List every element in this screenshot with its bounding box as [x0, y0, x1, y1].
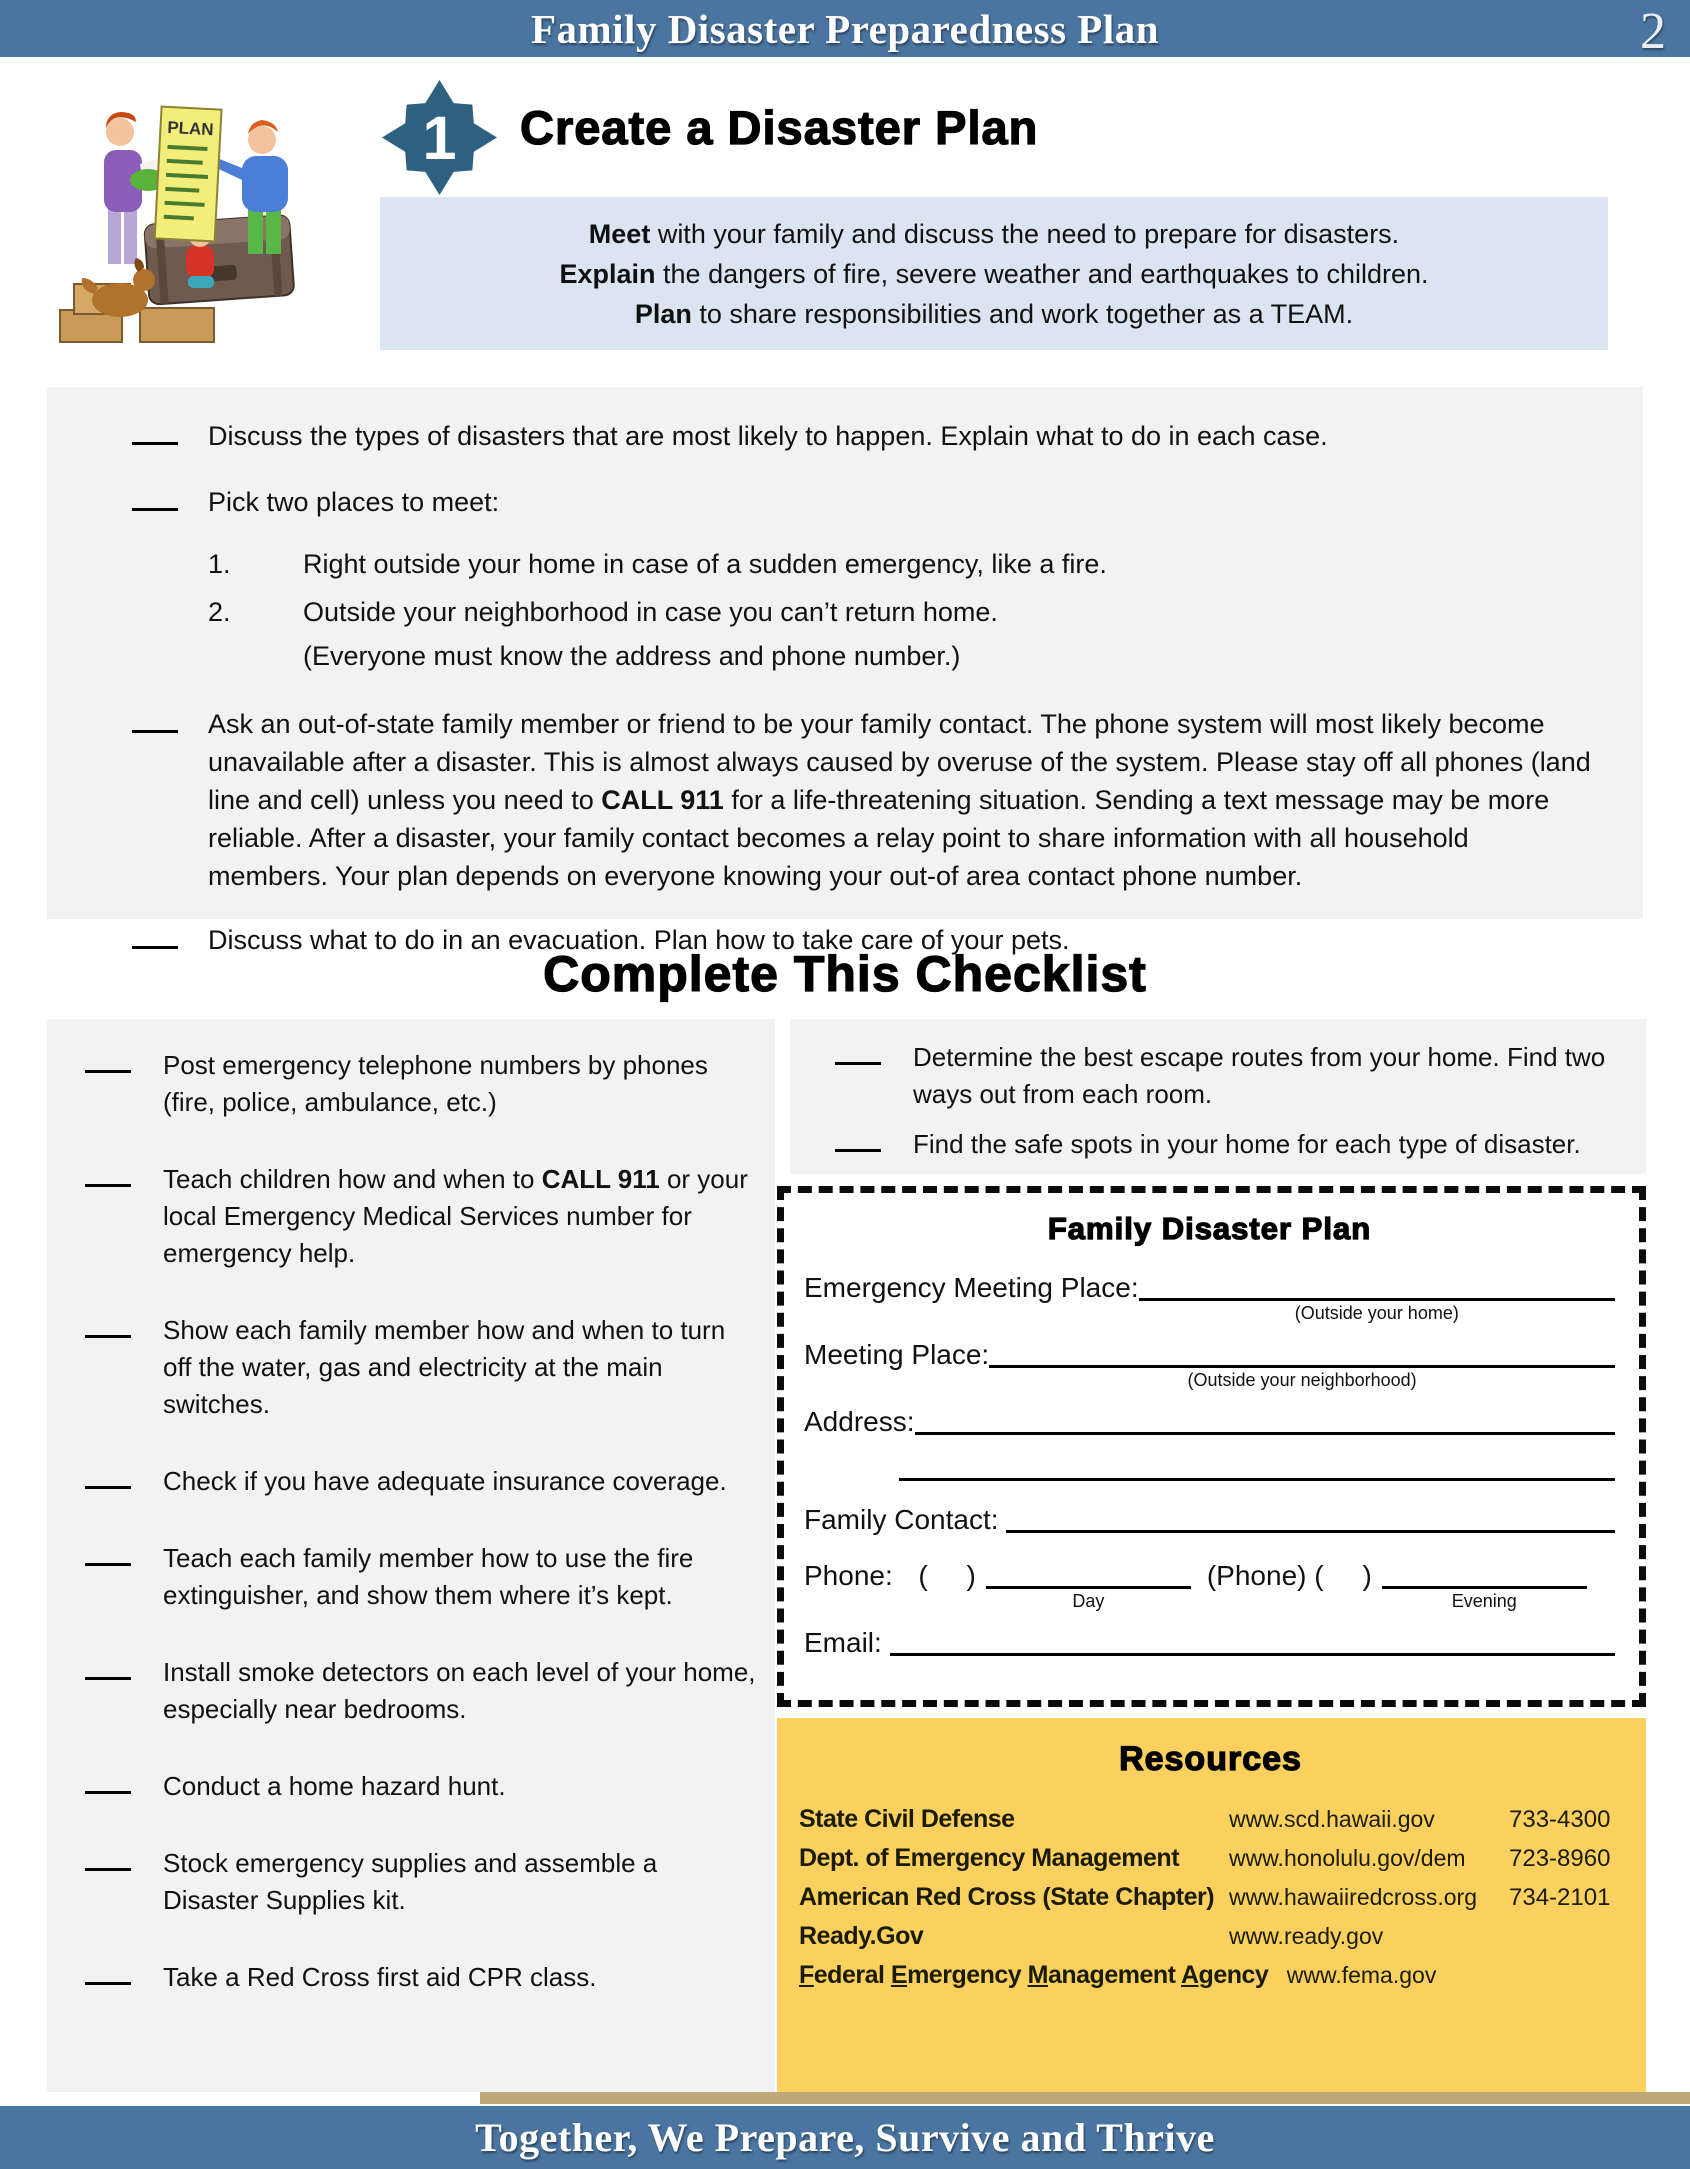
task-row-3: [132, 705, 1593, 895]
check-blank[interactable]: [85, 1790, 131, 1794]
resource-name-initial: M: [1027, 1961, 1048, 1989]
checklist-item-text: Check if you have adequate insurance coverage.: [163, 1466, 727, 1496]
resource-name-initial: E: [890, 1961, 908, 1989]
check-blank[interactable]: [132, 507, 178, 511]
address-input-line[interactable]: [915, 1405, 1616, 1435]
checklist-item: [85, 1845, 757, 1919]
checklist-item: [85, 1768, 757, 1805]
check-blank[interactable]: [85, 1676, 131, 1680]
checklist-item: [85, 1654, 757, 1728]
checklist-item: [85, 1959, 757, 1996]
check-blank[interactable]: [132, 441, 178, 445]
step-intro-box: [380, 197, 1608, 350]
checklist-item: [835, 1039, 1632, 1113]
resource-link[interactable]: www.scd.hawaii.gov: [1229, 1806, 1435, 1832]
resource-row: [799, 1844, 1622, 1873]
address-input-line-2[interactable]: [899, 1451, 1615, 1481]
field-caption: (Outside your neighborhood): [1187, 1370, 1417, 1390]
resource-row: [799, 1805, 1622, 1834]
form-field-phone: [804, 1559, 1615, 1612]
resource-link[interactable]: www.ready.gov: [1229, 1923, 1384, 1949]
checklist-item-text: Conduct a home hazard hunt.: [163, 1771, 506, 1801]
check-blank[interactable]: [85, 1981, 131, 1985]
page-number: 2: [1640, 3, 1666, 60]
form-field-emergency-meeting-place: [804, 1271, 1615, 1324]
checklist-item: [85, 1312, 757, 1423]
plan-sheet: [155, 107, 222, 242]
check-blank[interactable]: [85, 1183, 131, 1187]
task-text-3-post: for a life-threatening situation. Sending a text message may be more reliable. After a disaster, your family contact becomes a relay point to share information with all household members. Your plan depends on everyone knowing your out-of area contact phone number.: [208, 785, 1550, 891]
plan-sheet-label: PLAN: [166, 117, 215, 140]
family-clipart: [52, 68, 302, 358]
checklist-item-text: Post emergency telephone numbers by phones (fire, police, ambulance, etc.): [163, 1050, 708, 1117]
checklist-item: [85, 1463, 757, 1500]
phone-evening-label: (Phone) ( ): [1206, 1560, 1372, 1591]
intro-lead-2: Explain: [559, 258, 656, 289]
checklist-item-text: Teach each family member how to use the fire extinguisher, and show them where it’s kept.: [163, 1543, 694, 1610]
step-number: 1: [422, 103, 457, 172]
numbered-item-2: [208, 593, 1593, 631]
resources-title: Resources: [1119, 1740, 1302, 1778]
form-field-email: [804, 1626, 1615, 1660]
family-contact-input-line[interactable]: [1006, 1503, 1615, 1533]
resource-row: [799, 1961, 1622, 1990]
checklist-item-text: Take a Red Cross first aid CPR class.: [163, 1962, 597, 1992]
header-banner: [0, 0, 1690, 57]
resource-name: [799, 1961, 1268, 1989]
checklist-item-text: [163, 1161, 757, 1272]
resource-name: Dept. of Emergency Management: [799, 1844, 1180, 1872]
task-text-2: Pick two places to meet:: [208, 487, 500, 517]
intro-rest-3: to share responsibilities and work together as a TEAM.: [691, 298, 1354, 329]
checklist-item: [85, 1047, 757, 1121]
checklist-item-text: Stock emergency supplies and assemble a Disaster Supplies kit.: [163, 1848, 658, 1915]
field-caption: Day: [1072, 1591, 1105, 1611]
numbered-item-1: [208, 545, 1593, 583]
check-blank[interactable]: [85, 1562, 131, 1566]
resource-row: [799, 1883, 1622, 1912]
check-blank[interactable]: [85, 1867, 131, 1871]
resource-row: [799, 1922, 1622, 1951]
form-title: Family Disaster Plan: [1047, 1211, 1372, 1246]
meeting-place-input-line[interactable]: [989, 1338, 1615, 1368]
check-blank[interactable]: [85, 1485, 131, 1489]
checklist-item: [85, 1161, 757, 1272]
task-text-3-bold: CALL 911: [601, 785, 724, 815]
field-label: Meeting Place:: [804, 1339, 990, 1370]
check-blank[interactable]: [132, 729, 178, 733]
checklist-item-post: or your local Emergency Medical Services number for emergency help.: [163, 1164, 748, 1268]
list-number: 1.: [208, 549, 231, 579]
field-label: Email:: [804, 1627, 890, 1658]
resource-name-part: gency: [1198, 1961, 1269, 1989]
task-text-1: Discuss the types of disasters that are most likely to happen. Explain what to do in each case.: [208, 421, 1328, 451]
intro-line-2: [380, 254, 1608, 294]
resource-name: State Civil Defense: [799, 1805, 1015, 1833]
emergency-meeting-place-input-line[interactable]: [1139, 1271, 1615, 1301]
intro-rest-1: with your family and discuss the need to prepare for disasters.: [650, 218, 1400, 249]
numbered-note: (Everyone must know the address and phone number.): [303, 641, 961, 671]
task-row-1: [132, 417, 1593, 455]
resources-box: [777, 1718, 1646, 2093]
resource-name-initial: A: [1180, 1961, 1199, 1989]
intro-lead-1: Meet: [588, 218, 651, 249]
checklist-item: [835, 1126, 1632, 1163]
check-blank[interactable]: [85, 1069, 131, 1073]
resource-link[interactable]: www.fema.gov: [1286, 1962, 1437, 1988]
resource-phone: 733-4300: [1509, 1806, 1611, 1833]
checklist-right-column: [790, 1019, 1646, 1174]
checklist-item-bold: CALL 911: [541, 1164, 660, 1194]
phone-day-input-line[interactable]: [986, 1559, 1191, 1589]
footer-banner: [0, 2106, 1690, 2169]
form-field-meeting-place: [804, 1338, 1615, 1391]
resource-name-part: mergency: [907, 1961, 1028, 1989]
phone-evening-input-line[interactable]: [1382, 1559, 1587, 1589]
family-disaster-plan-form: [777, 1186, 1646, 1707]
resource-name: Ready.Gov: [799, 1922, 924, 1950]
numbered-text-2: Outside your neighborhood in case you can’t return home.: [303, 597, 998, 627]
footer-motto: Together, We Prepare, Survive and Thrive: [475, 2115, 1215, 2160]
task-text-3: [208, 705, 1593, 895]
resource-link[interactable]: www.honolulu.gov/dem: [1229, 1845, 1466, 1871]
plan-tasks-panel: [47, 387, 1643, 955]
phone-area-code: ( ): [918, 1560, 976, 1591]
list-number: 2.: [208, 597, 231, 627]
document-title: Family Disaster Preparedness Plan: [530, 5, 1160, 52]
resource-name-part: anagement: [1047, 1961, 1181, 1989]
field-caption: (Outside your home): [1294, 1303, 1459, 1323]
numbered-text-1: Right outside your home in case of a sudden emergency, like a fire.: [303, 549, 1107, 579]
checklist-item-text: Find the safe spots in your home for each type of disaster.: [913, 1129, 1581, 1159]
intro-line-3: [380, 294, 1608, 334]
intro-rest-2: the dangers of fire, severe weather and earthquakes to children.: [655, 258, 1429, 289]
email-input-line[interactable]: [890, 1626, 1615, 1656]
checklist-item-text: Show each family member how and when to turn off the water, gas and electricity at the main switches.: [163, 1315, 726, 1419]
field-label: Phone:: [804, 1560, 909, 1591]
step-title: Create a Disaster Plan: [520, 101, 1039, 154]
form-field-address-line-2: [899, 1451, 1615, 1481]
resource-name: American Red Cross (State Chapter): [799, 1883, 1215, 1911]
checklist-item: [85, 1540, 757, 1614]
check-blank[interactable]: [835, 1148, 881, 1152]
field-label: Address:: [804, 1406, 915, 1437]
checklist-left-column: [47, 1019, 775, 2092]
field-caption: Evening: [1451, 1591, 1517, 1611]
field-label: Family Contact:: [804, 1504, 1007, 1535]
family-plan-illustration: [52, 68, 302, 358]
checklist-item-pre: Teach children how and when to: [163, 1164, 542, 1194]
field-label: Emergency Meeting Place:: [804, 1272, 1139, 1303]
form-field-address: [804, 1405, 1615, 1439]
check-blank[interactable]: [85, 1334, 131, 1338]
task-text-3-pre: Ask an out-of-state family member or friend to be your family contact. The phone system will most likely become unavailable after a disaster. This is almost always caused by overuse of the system. Please stay off all phones (land line and cell) unless you need to: [208, 709, 1591, 815]
resource-name-initial: F: [799, 1961, 814, 1989]
resource-phone: 723-8960: [1509, 1845, 1611, 1872]
task-row-2: [132, 483, 1593, 521]
intro-line-1: [380, 214, 1608, 254]
checklist-item-text: Determine the best escape routes from your home. Find two ways out from each room.: [913, 1042, 1606, 1109]
form-field-family-contact: [804, 1503, 1615, 1537]
checklist-item-text: Install smoke detectors on each level of your home, especially near bedrooms.: [163, 1657, 756, 1724]
resource-name-part: ederal: [813, 1961, 891, 1989]
check-blank[interactable]: [835, 1061, 881, 1065]
checklist-heading: Complete This Checklist: [543, 946, 1147, 1002]
step-1-badge: [382, 70, 497, 205]
resource-phone: 734-2101: [1509, 1884, 1611, 1911]
intro-lead-3: Plan: [634, 298, 692, 329]
footer-accent-strip: [480, 2092, 1690, 2104]
task-text-4: Discuss what to do in an evacuation. Plan how to take care of your pets.: [208, 925, 1070, 955]
resource-link[interactable]: www.hawaiiredcross.org: [1229, 1884, 1477, 1910]
